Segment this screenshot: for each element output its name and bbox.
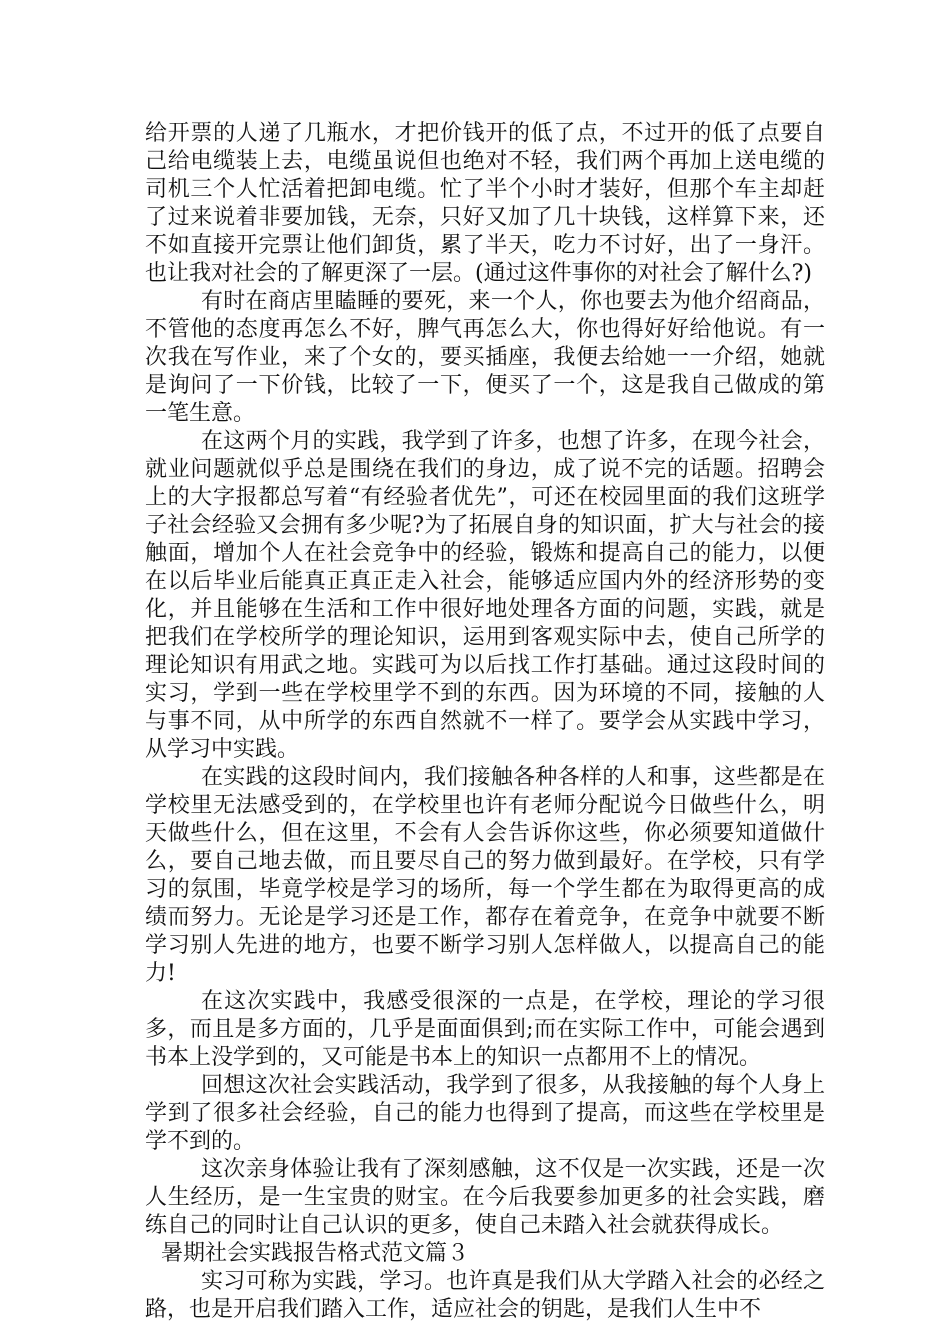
paragraph-1: 给开票的人递了几瓶水，才把价钱开的低了点，不过开的低了点要自己给电缆装上去，电缆虽说但也绝对不轻，我们两个再加上送电缆的司机三个人忙活着把卸电缆。忙了半个小时才装好，但那个车主却赶了过来说着非要加钱，无奈，只好又加了几十块钱，这样算下来，还不如直接开完票让他们卸货，累了半天，吃力不讨好，出了一身汗。也让我对社会的了解更深了一层。(通过这件事你的对社会了解什么?)	[145, 121, 825, 286]
paragraph-7: 这次亲身体验让我有了深刻感触，这不仅是一次实践，还是一次人生经历，是一生宝贵的财宝。在今后我要参加更多的社会实践，磨练自己的同时让自己认识的更多，使自己未踏入社会就获得成长。	[145, 1157, 825, 1238]
document-body	[145, 120, 825, 1324]
paragraph-2: 有时在商店里瞌睡的要死，来一个人，你也要去为他介绍商品，不管他的态度再怎么不好，脾气再怎么大，你也得好好给他说。有一次我在写作业，来了个女的，要买插座，我便去给她一一介绍，她就是询问了一下价钱，比较了一下，便买了一个，这是我自己做成的第一笔生意。	[145, 289, 825, 426]
paragraph-5: 在这次实践中，我感受很深的一点是，在学校，理论的学习很多，而且是多方面的，几乎是面面俱到;而在实际工作中，可能会遇到书本上没学到的，又可能是书本上的知识一点都用不上的情况。	[145, 989, 825, 1070]
paragraph-3: 在这两个月的实践，我学到了许多，也想了许多，在现今社会，就业问题就似乎总是围绕在我们的身边，成了说不完的话题。招聘会上的大字报都总写着“有经验者优先”，可还在校园里面的我们这班学子社会经验又会拥有多少呢?为了拓展自身的知识面，扩大与社会的接触面，增加个人在社会竞争中的经验，锻炼和提高自己的能力，以便在以后毕业后能真正真正走入社会，能够适应国内外的经济形势的变化，并且能够在生活和工作中很好地处理各方面的问题，实践，就是把我们在学校所学的理论知识，运用到客观实际中去，使自己所学的理论知识有用武之地。实践可为以后找工作打基础。通过这段时间的实习，学到一些在学校里学不到的东西。因为环境的不同，接触的人与事不同，从中所学的东西自然就不一样了。要学会从实践中学习，从学习中实践。	[145, 429, 825, 762]
paragraph-8: 实习可称为实践，学习。也许真是我们从大学踏入社会的必经之路，也是开启我们踏入工作，适应社会的钥匙，是我们人生中不	[145, 1269, 825, 1322]
paragraph-4: 在实践的这段时间内，我们接触各种各样的人和事，这些都是在学校里无法感受到的，在学校里也许有老师分配说今日做些什么，明天做些什么，但在这里，不会有人会告诉你这些，你必须要知道做什么，要自己地去做，而且要尽自己的努力做到最好。在学校，只有学习的氛围，毕竟学校是学习的场所，每一个学生都在为取得更高的成绩而努力。无论是学习还是工作，都存在着竞争，在竞争中就要不断学习别人先进的地方，也要不断学习别人怎样做人，以提高自己的能力!	[145, 765, 825, 986]
paragraph-6: 回想这次社会实践活动，我学到了很多，从我接触的每个人身上学到了很多社会经验，自己的能力也得到了提高，而这些在学校里是学不到的。	[145, 1073, 825, 1154]
section-heading: 暑期社会实践报告格式范文篇３	[161, 1241, 470, 1266]
